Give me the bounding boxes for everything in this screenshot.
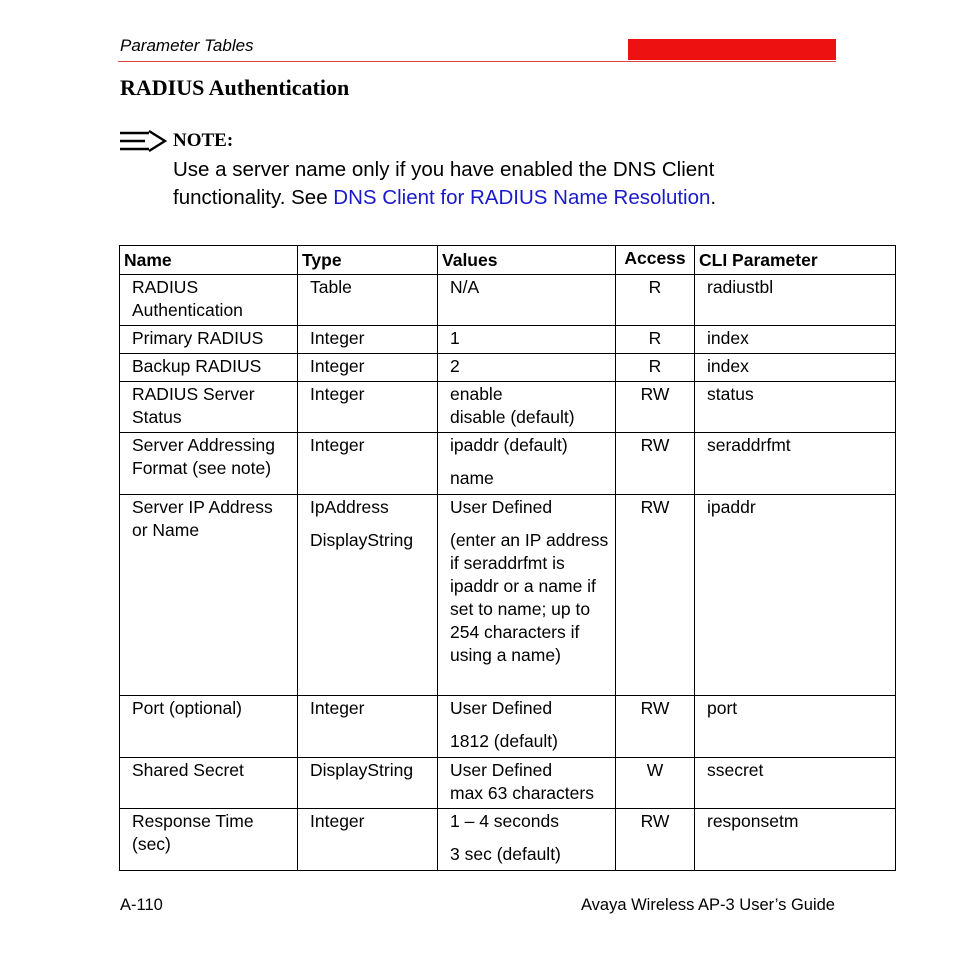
value-line: (enter an IP address if seraddrfmt is ipaddr or a name if set to name; up to 254 characters if using a name)	[450, 530, 609, 665]
table-row	[120, 354, 896, 382]
cell-name: Response Time (sec)	[120, 809, 298, 871]
type-line: DisplayString	[310, 530, 414, 550]
column-header-values: Values	[438, 246, 616, 275]
cell-type	[298, 696, 438, 758]
table-row	[120, 275, 896, 326]
cell-access: RW	[616, 809, 695, 871]
cell-values	[438, 433, 616, 495]
running-header-title: Parameter Tables	[120, 36, 254, 55]
dns-client-link[interactable]: DNS Client for RADIUS Name Resolution	[333, 186, 711, 209]
cell-values	[438, 354, 616, 382]
column-header-type: Type	[298, 246, 438, 275]
column-header-cli-parameter: CLI Parameter	[695, 246, 896, 275]
cell-name: Primary RADIUS	[120, 326, 298, 354]
cell-cli-parameter: port	[695, 696, 896, 758]
table-row	[120, 696, 896, 758]
guide-title: Avaya Wireless AP-3 User’s Guide	[580, 896, 835, 914]
cell-name: RADIUS Server Status	[120, 382, 298, 433]
cell-name: Port (optional)	[120, 696, 298, 758]
type-line: Integer	[310, 435, 365, 455]
cell-cli-parameter: index	[695, 326, 896, 354]
note-text	[173, 156, 813, 212]
value-line: User Defined	[450, 760, 553, 780]
note-icon	[119, 129, 167, 153]
type-line: Table	[310, 277, 352, 297]
type-line: Integer	[310, 328, 365, 348]
value-line: disable (default)	[450, 407, 575, 427]
value-line: 2	[450, 356, 460, 376]
cell-values	[438, 696, 616, 758]
cell-values	[438, 275, 616, 326]
section-title: RADIUS Authentication	[120, 75, 350, 100]
cell-type	[298, 354, 438, 382]
cell-name: Shared Secret	[120, 758, 298, 809]
value-line: 1812 (default)	[450, 731, 558, 751]
radius-parameter-table	[119, 245, 896, 871]
note-period: .	[710, 186, 717, 209]
header-accent-bar	[628, 39, 836, 60]
value-line: 3 sec (default)	[450, 844, 561, 864]
cell-access: R	[616, 354, 695, 382]
cell-values	[438, 326, 616, 354]
table-row	[120, 809, 896, 871]
cell-type	[298, 758, 438, 809]
cell-cli-parameter: ipaddr	[695, 495, 896, 696]
page-number: A-110	[120, 896, 163, 914]
cell-name: Server IP Address or Name	[120, 495, 298, 696]
cell-values	[438, 382, 616, 433]
type-line: Integer	[310, 356, 365, 376]
value-line: User Defined	[450, 698, 553, 718]
cell-access: R	[616, 326, 695, 354]
table-header-row	[120, 246, 896, 275]
cell-name: Server Addressing Format (see note)	[120, 433, 298, 495]
cell-name: RADIUS Authentication	[120, 275, 298, 326]
cell-values	[438, 495, 616, 696]
value-line: User Defined	[450, 497, 553, 517]
cell-access: RW	[616, 495, 695, 696]
cell-type	[298, 433, 438, 495]
cell-type	[298, 495, 438, 696]
value-line: 1	[450, 328, 460, 348]
value-line: 1 – 4 seconds	[450, 811, 559, 831]
cell-type	[298, 326, 438, 354]
cell-cli-parameter: seraddrfmt	[695, 433, 896, 495]
cell-values	[438, 758, 616, 809]
cell-access: RW	[616, 696, 695, 758]
cell-access: RW	[616, 382, 695, 433]
cell-cli-parameter: responsetm	[695, 809, 896, 871]
value-line: enable	[450, 384, 503, 404]
cell-access: RW	[616, 433, 695, 495]
note-label: NOTE:	[173, 130, 234, 151]
column-header-access: Access	[616, 246, 695, 275]
note-sentence: Use a server name only if you have enabled the DNS Client functionality. See	[173, 158, 715, 209]
header-rule	[118, 61, 836, 62]
value-line: max 63 characters	[450, 783, 594, 803]
type-line: IpAddress	[310, 497, 389, 517]
type-line: Integer	[310, 384, 365, 404]
table-row	[120, 326, 896, 354]
type-line: DisplayString	[310, 760, 414, 780]
cell-name: Backup RADIUS	[120, 354, 298, 382]
table-row	[120, 758, 896, 809]
cell-type	[298, 382, 438, 433]
cell-type	[298, 275, 438, 326]
type-line: Integer	[310, 698, 365, 718]
cell-access: W	[616, 758, 695, 809]
cell-values	[438, 809, 616, 871]
cell-access: R	[616, 275, 695, 326]
cell-type	[298, 809, 438, 871]
type-line: Integer	[310, 811, 365, 831]
column-header-name: Name	[120, 246, 298, 275]
value-line: ipaddr (default)	[450, 435, 568, 455]
value-line: N/A	[450, 277, 480, 297]
value-line: name	[450, 468, 494, 488]
cell-cli-parameter: index	[695, 354, 896, 382]
cell-cli-parameter: ssecret	[695, 758, 896, 809]
cell-cli-parameter: status	[695, 382, 896, 433]
table-row	[120, 382, 896, 433]
table-row	[120, 433, 896, 495]
table-row	[120, 495, 896, 696]
cell-cli-parameter: radiustbl	[695, 275, 896, 326]
